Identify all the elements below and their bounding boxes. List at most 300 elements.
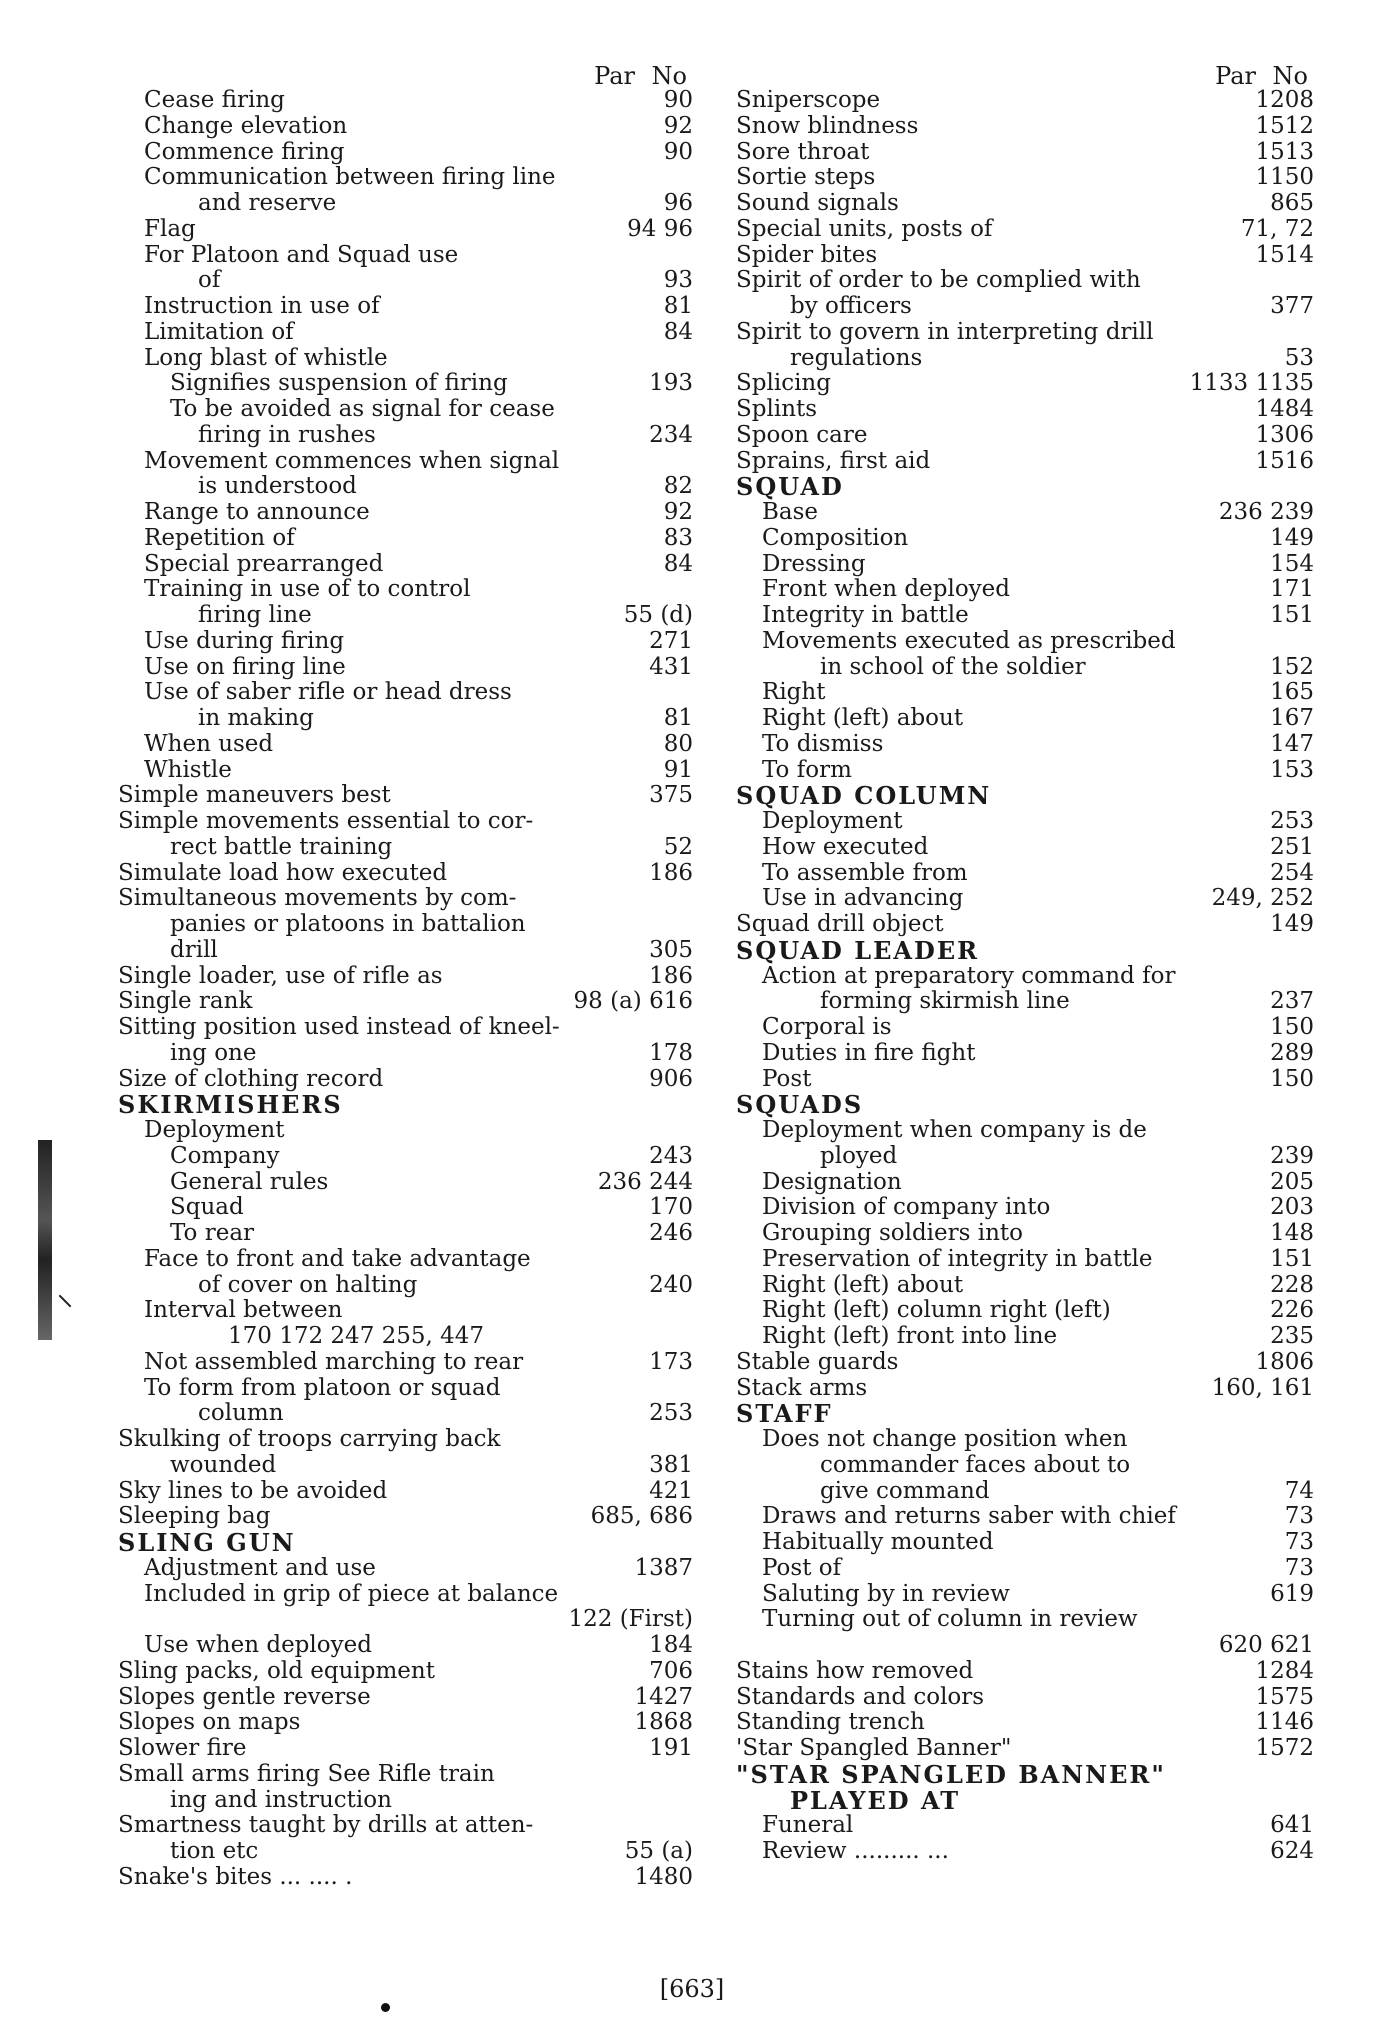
index-entry xyxy=(118,1015,693,1041)
entry-par-no: 253 xyxy=(1270,808,1314,834)
index-entry xyxy=(736,1118,1314,1144)
header-no: No xyxy=(1272,62,1308,90)
entry-par-no: 170 xyxy=(649,1194,693,1221)
index-entry xyxy=(736,629,1314,655)
index-entry xyxy=(736,861,1314,887)
entry-text: Flag xyxy=(144,215,196,242)
entry-par-no: 73 xyxy=(1284,1529,1314,1555)
entry-text: SLING GUN xyxy=(118,1528,296,1557)
index-entry xyxy=(736,1504,1314,1530)
entry-par-no: 205 xyxy=(1270,1168,1314,1195)
entry-text: rect battle training xyxy=(170,833,393,860)
entry-par-no: 375 xyxy=(649,782,693,809)
entry-text: Single loader, use of rifle as xyxy=(118,962,443,989)
entry-text: in making xyxy=(198,705,314,731)
index-entries xyxy=(736,88,1314,1865)
index-entry xyxy=(118,655,693,681)
entry-text: SQUAD COLUMN xyxy=(736,781,992,811)
entry-par-no: 203 xyxy=(1270,1194,1314,1221)
entry-text: To assemble from xyxy=(762,859,968,886)
entry-par-no: 1806 xyxy=(1255,1348,1314,1375)
entry-text: give command xyxy=(820,1477,990,1504)
entry-text: Sniperscope xyxy=(736,87,881,113)
entry-par-no: 1427 xyxy=(634,1683,693,1710)
index-entry xyxy=(736,758,1314,784)
index-entry xyxy=(736,964,1314,990)
index-entry xyxy=(118,1685,693,1711)
entry-par-no: 165 xyxy=(1270,679,1314,706)
entry-text: Does not change position when xyxy=(762,1426,1128,1452)
entry-text: SKIRMISHERS xyxy=(118,1090,343,1120)
index-entry xyxy=(118,346,693,372)
entry-text: Slower fire xyxy=(118,1735,247,1761)
entry-text: Change elevation xyxy=(144,112,348,139)
entry-text: How executed xyxy=(762,833,929,860)
entry-par-no: 73 xyxy=(1284,1554,1314,1581)
entry-text: SQUAD xyxy=(736,472,844,502)
entry-text: Sling packs, old equipment xyxy=(118,1657,435,1684)
index-entry xyxy=(736,1427,1314,1453)
entry-text: Front when deployed xyxy=(762,576,1010,603)
index-entry xyxy=(118,1067,693,1093)
entry-text: Dressing xyxy=(762,550,866,577)
entry-text: Composition xyxy=(762,524,909,551)
entry-text: For Platoon and Squad use xyxy=(144,241,459,268)
entry-text: Not assembled marching to rear xyxy=(144,1348,524,1375)
index-entry xyxy=(736,1247,1314,1273)
section-heading xyxy=(118,1092,693,1118)
entry-par-no: 431 xyxy=(649,653,693,680)
entry-text: Stains how removed xyxy=(736,1657,974,1684)
index-entry xyxy=(118,835,693,861)
entry-par-no: 1133 1135 xyxy=(1189,370,1314,397)
entry-text: is understood xyxy=(198,473,357,500)
index-entry xyxy=(118,1350,693,1376)
section-heading xyxy=(736,1092,1314,1118)
index-entry xyxy=(118,964,693,990)
entry-text: Snow blindness xyxy=(736,112,919,139)
entry-par-no: 271 xyxy=(649,627,693,654)
entry-text: Size of clothing record xyxy=(118,1065,384,1092)
entry-text: Signifies suspension of firing xyxy=(170,370,508,397)
entry-par-no: 154 xyxy=(1270,550,1314,577)
entry-par-no: 249, 252 xyxy=(1211,885,1314,912)
index-entry xyxy=(118,1401,693,1427)
entry-par-no: 1513 xyxy=(1255,138,1314,165)
header-par: Par xyxy=(1215,62,1256,90)
index-entry xyxy=(118,165,693,191)
index-entry xyxy=(118,474,693,500)
entry-text: Repetition of xyxy=(144,524,295,551)
index-entry xyxy=(118,861,693,887)
entry-text: regulations xyxy=(790,344,923,371)
entry-text: Communication between firing line xyxy=(144,164,556,191)
index-entry xyxy=(736,449,1314,475)
index-entry xyxy=(118,1504,693,1530)
entry-text: Sound signals xyxy=(736,190,899,216)
entry-par-no: 289 xyxy=(1270,1039,1314,1066)
entry-text: Right (left) column right (left) xyxy=(762,1297,1111,1324)
index-entry xyxy=(118,1247,693,1273)
entry-text: commander faces about to xyxy=(820,1451,1131,1478)
entry-par-no: 152 xyxy=(1270,653,1314,680)
index-entry xyxy=(736,680,1314,706)
index-entry xyxy=(736,1710,1314,1736)
entry-par-no: 619 xyxy=(1270,1580,1314,1607)
header-par: Par xyxy=(594,62,635,90)
entry-text: Squad xyxy=(170,1194,244,1221)
entry-text: firing line xyxy=(198,602,312,628)
entry-text: Small arms firing See Rifle train xyxy=(118,1760,495,1787)
index-entry xyxy=(736,1067,1314,1093)
entry-text: Right (left) front into line xyxy=(762,1323,1058,1349)
index-entry xyxy=(118,1324,693,1350)
entry-par-no: 246 xyxy=(649,1220,693,1246)
index-entry xyxy=(736,732,1314,758)
entry-par-no: 148 xyxy=(1270,1220,1314,1246)
entry-text: Sore throat xyxy=(736,138,870,165)
index-entry xyxy=(118,1298,693,1324)
scan-mark xyxy=(59,1295,72,1308)
entry-text: Slopes on maps xyxy=(118,1709,301,1736)
index-entry xyxy=(736,552,1314,578)
entry-text: 'Star Spangled Banner" xyxy=(736,1735,1012,1761)
index-entry xyxy=(736,706,1314,732)
entry-text: Special prearranged xyxy=(144,550,384,577)
entry-text: Limitation of xyxy=(144,318,294,345)
index-entry xyxy=(736,1633,1314,1659)
entry-par-no: 706 xyxy=(649,1657,693,1684)
entry-text: firing in rushes xyxy=(198,421,376,448)
index-entry xyxy=(736,165,1314,191)
entry-text: Face to front and take advantage xyxy=(144,1245,531,1272)
entry-text: Spider bites xyxy=(736,241,878,268)
section-heading xyxy=(736,1401,1314,1427)
entry-text: Use of saber rifle or head dress xyxy=(144,679,512,706)
section-heading xyxy=(736,1759,1314,1789)
entry-par-no: 1516 xyxy=(1255,447,1314,474)
entry-par-no: 1480 xyxy=(634,1863,693,1890)
index-entry xyxy=(736,1170,1314,1196)
entry-text: Duties in fire fight xyxy=(762,1039,976,1066)
entry-text: Sitting position used instead of kneel- xyxy=(118,1014,560,1040)
entry-text: Deployment xyxy=(762,808,903,834)
entry-par-no: 377 xyxy=(1270,293,1314,319)
index-entry xyxy=(118,1273,693,1299)
entry-text: Sortie steps xyxy=(736,164,876,191)
entry-text: Skulking of troops carrying back xyxy=(118,1426,501,1452)
entry-par-no: 305 xyxy=(649,936,693,963)
entry-par-no: 91 xyxy=(663,756,693,783)
entry-par-no: 149 xyxy=(1270,911,1314,937)
entry-text: Right xyxy=(762,679,826,706)
index-entry xyxy=(118,268,693,294)
entry-par-no: 641 xyxy=(1270,1812,1314,1839)
header-no: No xyxy=(651,62,687,90)
entry-text: Right (left) about xyxy=(762,705,964,731)
index-entry xyxy=(118,577,693,603)
index-entry xyxy=(736,320,1314,346)
entry-par-no: 83 xyxy=(663,524,693,551)
index-entry xyxy=(736,912,1314,938)
index-entry xyxy=(118,629,693,655)
entry-par-no: 55 (a) xyxy=(624,1838,693,1864)
entry-par-no: 80 xyxy=(663,730,693,757)
ink-dot xyxy=(381,2003,390,2012)
index-entry xyxy=(118,989,693,1015)
entry-par-no: 421 xyxy=(649,1477,693,1504)
index-entry xyxy=(736,1324,1314,1350)
index-entry xyxy=(736,294,1314,320)
entry-par-no: 235 xyxy=(1270,1323,1314,1349)
entry-par-no: 620 621 xyxy=(1218,1632,1314,1658)
entry-text: Instruction in use of xyxy=(144,293,380,319)
entry-par-no: 90 xyxy=(663,138,693,165)
entry-text: Special units, posts of xyxy=(736,215,993,242)
section-heading xyxy=(736,783,1314,809)
entry-text: and reserve xyxy=(198,190,337,216)
entry-text: Grouping soldiers into xyxy=(762,1220,1024,1246)
index-entry xyxy=(736,1736,1314,1762)
entry-text: Simple movements essential to cor- xyxy=(118,808,534,834)
entry-text: Saluting by in review xyxy=(762,1580,1010,1607)
entry-par-no: 167 xyxy=(1270,705,1314,731)
index-entry xyxy=(118,1659,693,1685)
entry-par-no: 1575 xyxy=(1255,1683,1314,1710)
index-entry xyxy=(118,1762,693,1788)
index-entry xyxy=(118,1865,693,1891)
entry-text: Simultaneous movements by com- xyxy=(118,885,517,912)
index-entry xyxy=(736,1298,1314,1324)
index-entry xyxy=(118,294,693,320)
entry-text: Interval between xyxy=(144,1297,343,1324)
entry-text: When used xyxy=(144,730,274,757)
entry-par-no: 228 xyxy=(1270,1271,1314,1298)
entry-par-no: 150 xyxy=(1270,1014,1314,1040)
entry-text: Spirit of order to be complied with xyxy=(736,267,1141,294)
entry-text: Use on firing line xyxy=(144,653,346,680)
entry-text: STAFF xyxy=(736,1399,833,1429)
entry-par-no: 150 xyxy=(1270,1065,1314,1092)
index-entry xyxy=(736,423,1314,449)
entry-par-no: 624 xyxy=(1270,1838,1314,1864)
index-entry xyxy=(118,423,693,449)
entry-par-no: 74 xyxy=(1284,1477,1314,1504)
index-entry xyxy=(736,1144,1314,1170)
entry-text: Draws and returns saber with chief xyxy=(762,1503,1176,1530)
index-entry xyxy=(736,371,1314,397)
entry-text: Corporal is xyxy=(762,1014,892,1040)
entry-text: Movements executed as prescribed xyxy=(762,627,1176,654)
index-entry xyxy=(736,1607,1314,1633)
entry-text: Adjustment and use xyxy=(144,1554,376,1581)
index-entry xyxy=(118,552,693,578)
index-entry xyxy=(118,1195,693,1221)
entry-par-no: 151 xyxy=(1270,602,1314,628)
index-entry xyxy=(736,1659,1314,1685)
entry-text: of xyxy=(198,267,221,294)
scan-mark xyxy=(38,1140,52,1340)
index-entry xyxy=(118,758,693,784)
entry-par-no: 52 xyxy=(663,833,693,860)
entry-text: Whistle xyxy=(144,756,232,783)
entry-text: Movement commences when signal xyxy=(144,447,560,474)
index-entry xyxy=(736,1556,1314,1582)
entry-text: Standards and colors xyxy=(736,1683,985,1710)
entry-text: tion etc xyxy=(170,1838,259,1864)
index-entry xyxy=(118,732,693,758)
index-entry xyxy=(736,243,1314,269)
entry-par-no: 186 xyxy=(649,859,693,886)
column-header xyxy=(118,62,693,88)
index-entry xyxy=(736,886,1314,912)
index-entry xyxy=(736,191,1314,217)
index-entry xyxy=(736,1041,1314,1067)
entry-par-no: 236 239 xyxy=(1218,499,1314,525)
entry-text: Range to announce xyxy=(144,499,370,525)
index-entry xyxy=(118,500,693,526)
entry-text: Sleeping bag xyxy=(118,1503,271,1530)
index-entry xyxy=(118,191,693,217)
index-entry xyxy=(118,1736,693,1762)
entry-par-no: 1514 xyxy=(1255,241,1314,268)
index-entry xyxy=(118,449,693,475)
entry-par-no: 149 xyxy=(1270,524,1314,551)
entry-par-no: 236 244 xyxy=(597,1168,693,1195)
entry-text: Base xyxy=(762,499,819,525)
entry-text: forming skirmish line xyxy=(820,988,1070,1015)
entry-par-no: 93 xyxy=(663,267,693,294)
entry-text: Deployment xyxy=(144,1117,285,1143)
entry-text: Splints xyxy=(736,396,818,422)
entry-text: Action at preparatory command for xyxy=(762,962,1176,989)
entry-text: Division of company into xyxy=(762,1194,1051,1221)
index-entry xyxy=(736,1813,1314,1839)
index-entry xyxy=(736,577,1314,603)
index-entry xyxy=(118,1607,693,1633)
index-entry xyxy=(118,1144,693,1170)
entry-text: of cover on halting xyxy=(198,1271,418,1298)
entry-text: Post of xyxy=(762,1554,842,1581)
entry-text: Use in advancing xyxy=(762,885,964,912)
entry-par-no: 160, 161 xyxy=(1211,1374,1314,1401)
entry-text: Stable guards xyxy=(736,1348,899,1375)
entry-par-no: 171 xyxy=(1270,576,1314,603)
index-entry xyxy=(118,1813,693,1839)
index-entry xyxy=(118,706,693,732)
section-heading xyxy=(736,935,1314,965)
index-entry xyxy=(118,1041,693,1067)
entry-text: Squad drill object xyxy=(736,911,944,937)
index-entry xyxy=(736,397,1314,423)
entry-text: To form xyxy=(762,756,852,783)
entry-text: PLAYED AT xyxy=(790,1785,961,1815)
index-entry xyxy=(118,243,693,269)
entry-par-no: 82 xyxy=(663,473,693,500)
entry-text: Cease firing xyxy=(144,87,285,113)
index-entry xyxy=(736,1685,1314,1711)
entry-text: Use during firing xyxy=(144,627,345,654)
entry-text: Long blast of whistle xyxy=(144,344,388,371)
entry-text: ing and instruction xyxy=(170,1786,392,1813)
index-entry xyxy=(118,140,693,166)
index-entry xyxy=(118,886,693,912)
index-entry xyxy=(736,140,1314,166)
entry-text: SQUAD LEADER xyxy=(736,935,980,965)
index-entry xyxy=(118,1427,693,1453)
entry-par-no: 1868 xyxy=(634,1709,693,1736)
entry-par-no: 234 xyxy=(649,421,693,448)
entry-text: Slopes gentle reverse xyxy=(118,1683,371,1710)
index-entry xyxy=(736,1015,1314,1041)
entry-text: Included in grip of piece at balance xyxy=(144,1580,559,1607)
entry-par-no: 71, 72 xyxy=(1240,215,1314,242)
entry-text: Standing trench xyxy=(736,1709,925,1736)
entry-text: To be avoided as signal for cease xyxy=(170,396,555,422)
entry-par-no: 685, 686 xyxy=(590,1503,693,1530)
entry-par-no: 73 xyxy=(1284,1503,1314,1530)
index-entry xyxy=(118,1453,693,1479)
entry-text: General rules xyxy=(170,1168,329,1195)
entry-text: by officers xyxy=(790,293,912,319)
entry-text: To form from platoon or squad xyxy=(144,1374,501,1401)
index-entry xyxy=(118,809,693,835)
entry-par-no: 1208 xyxy=(1255,87,1314,113)
index-entry xyxy=(118,1633,693,1659)
index-entry xyxy=(118,938,693,964)
entry-par-no: 184 xyxy=(649,1632,693,1658)
right-column xyxy=(736,62,1314,1865)
index-entry xyxy=(736,1453,1314,1479)
index-entry xyxy=(118,1221,693,1247)
entry-par-no: 81 xyxy=(663,293,693,319)
index-entry xyxy=(118,114,693,140)
index-entry xyxy=(736,1350,1314,1376)
entry-par-no: 240 xyxy=(649,1271,693,1298)
entry-par-no: 1284 xyxy=(1255,1657,1314,1684)
entry-text: Sprains, first aid xyxy=(736,447,931,474)
entry-par-no: 55 (d) xyxy=(623,602,693,628)
entry-par-no: 193 xyxy=(649,370,693,397)
entry-text: panies or platoons in battalion xyxy=(170,911,526,937)
index-entry xyxy=(118,783,693,809)
entry-par-no: 151 xyxy=(1270,1245,1314,1272)
entry-par-no: 1387 xyxy=(634,1554,693,1581)
entry-par-no: 153 xyxy=(1270,756,1314,783)
page-number: [663] xyxy=(659,1975,725,2003)
entry-par-no: 122 (First) xyxy=(568,1606,693,1633)
index-entry xyxy=(736,989,1314,1015)
entry-text: 170 172 247 255, 447 xyxy=(228,1323,485,1349)
entry-text: ing one xyxy=(170,1039,257,1066)
index-entry xyxy=(736,500,1314,526)
index-entry xyxy=(736,1530,1314,1556)
index-entry xyxy=(736,1221,1314,1247)
index-entry xyxy=(118,1479,693,1505)
index-entries xyxy=(118,88,693,1891)
entry-text: drill xyxy=(170,936,218,963)
entry-text: Smartness taught by drills at atten- xyxy=(118,1812,534,1839)
entry-par-no: 191 xyxy=(649,1735,693,1761)
entry-text: Deployment when company is de xyxy=(762,1117,1147,1143)
entry-par-no: 1484 xyxy=(1255,396,1314,422)
entry-text: Habitually mounted xyxy=(762,1529,994,1555)
index-entry xyxy=(736,1273,1314,1299)
section-heading xyxy=(736,1785,1314,1815)
index-entry xyxy=(118,371,693,397)
entry-text: Designation xyxy=(762,1168,902,1195)
entry-par-no: 253 xyxy=(649,1400,693,1427)
